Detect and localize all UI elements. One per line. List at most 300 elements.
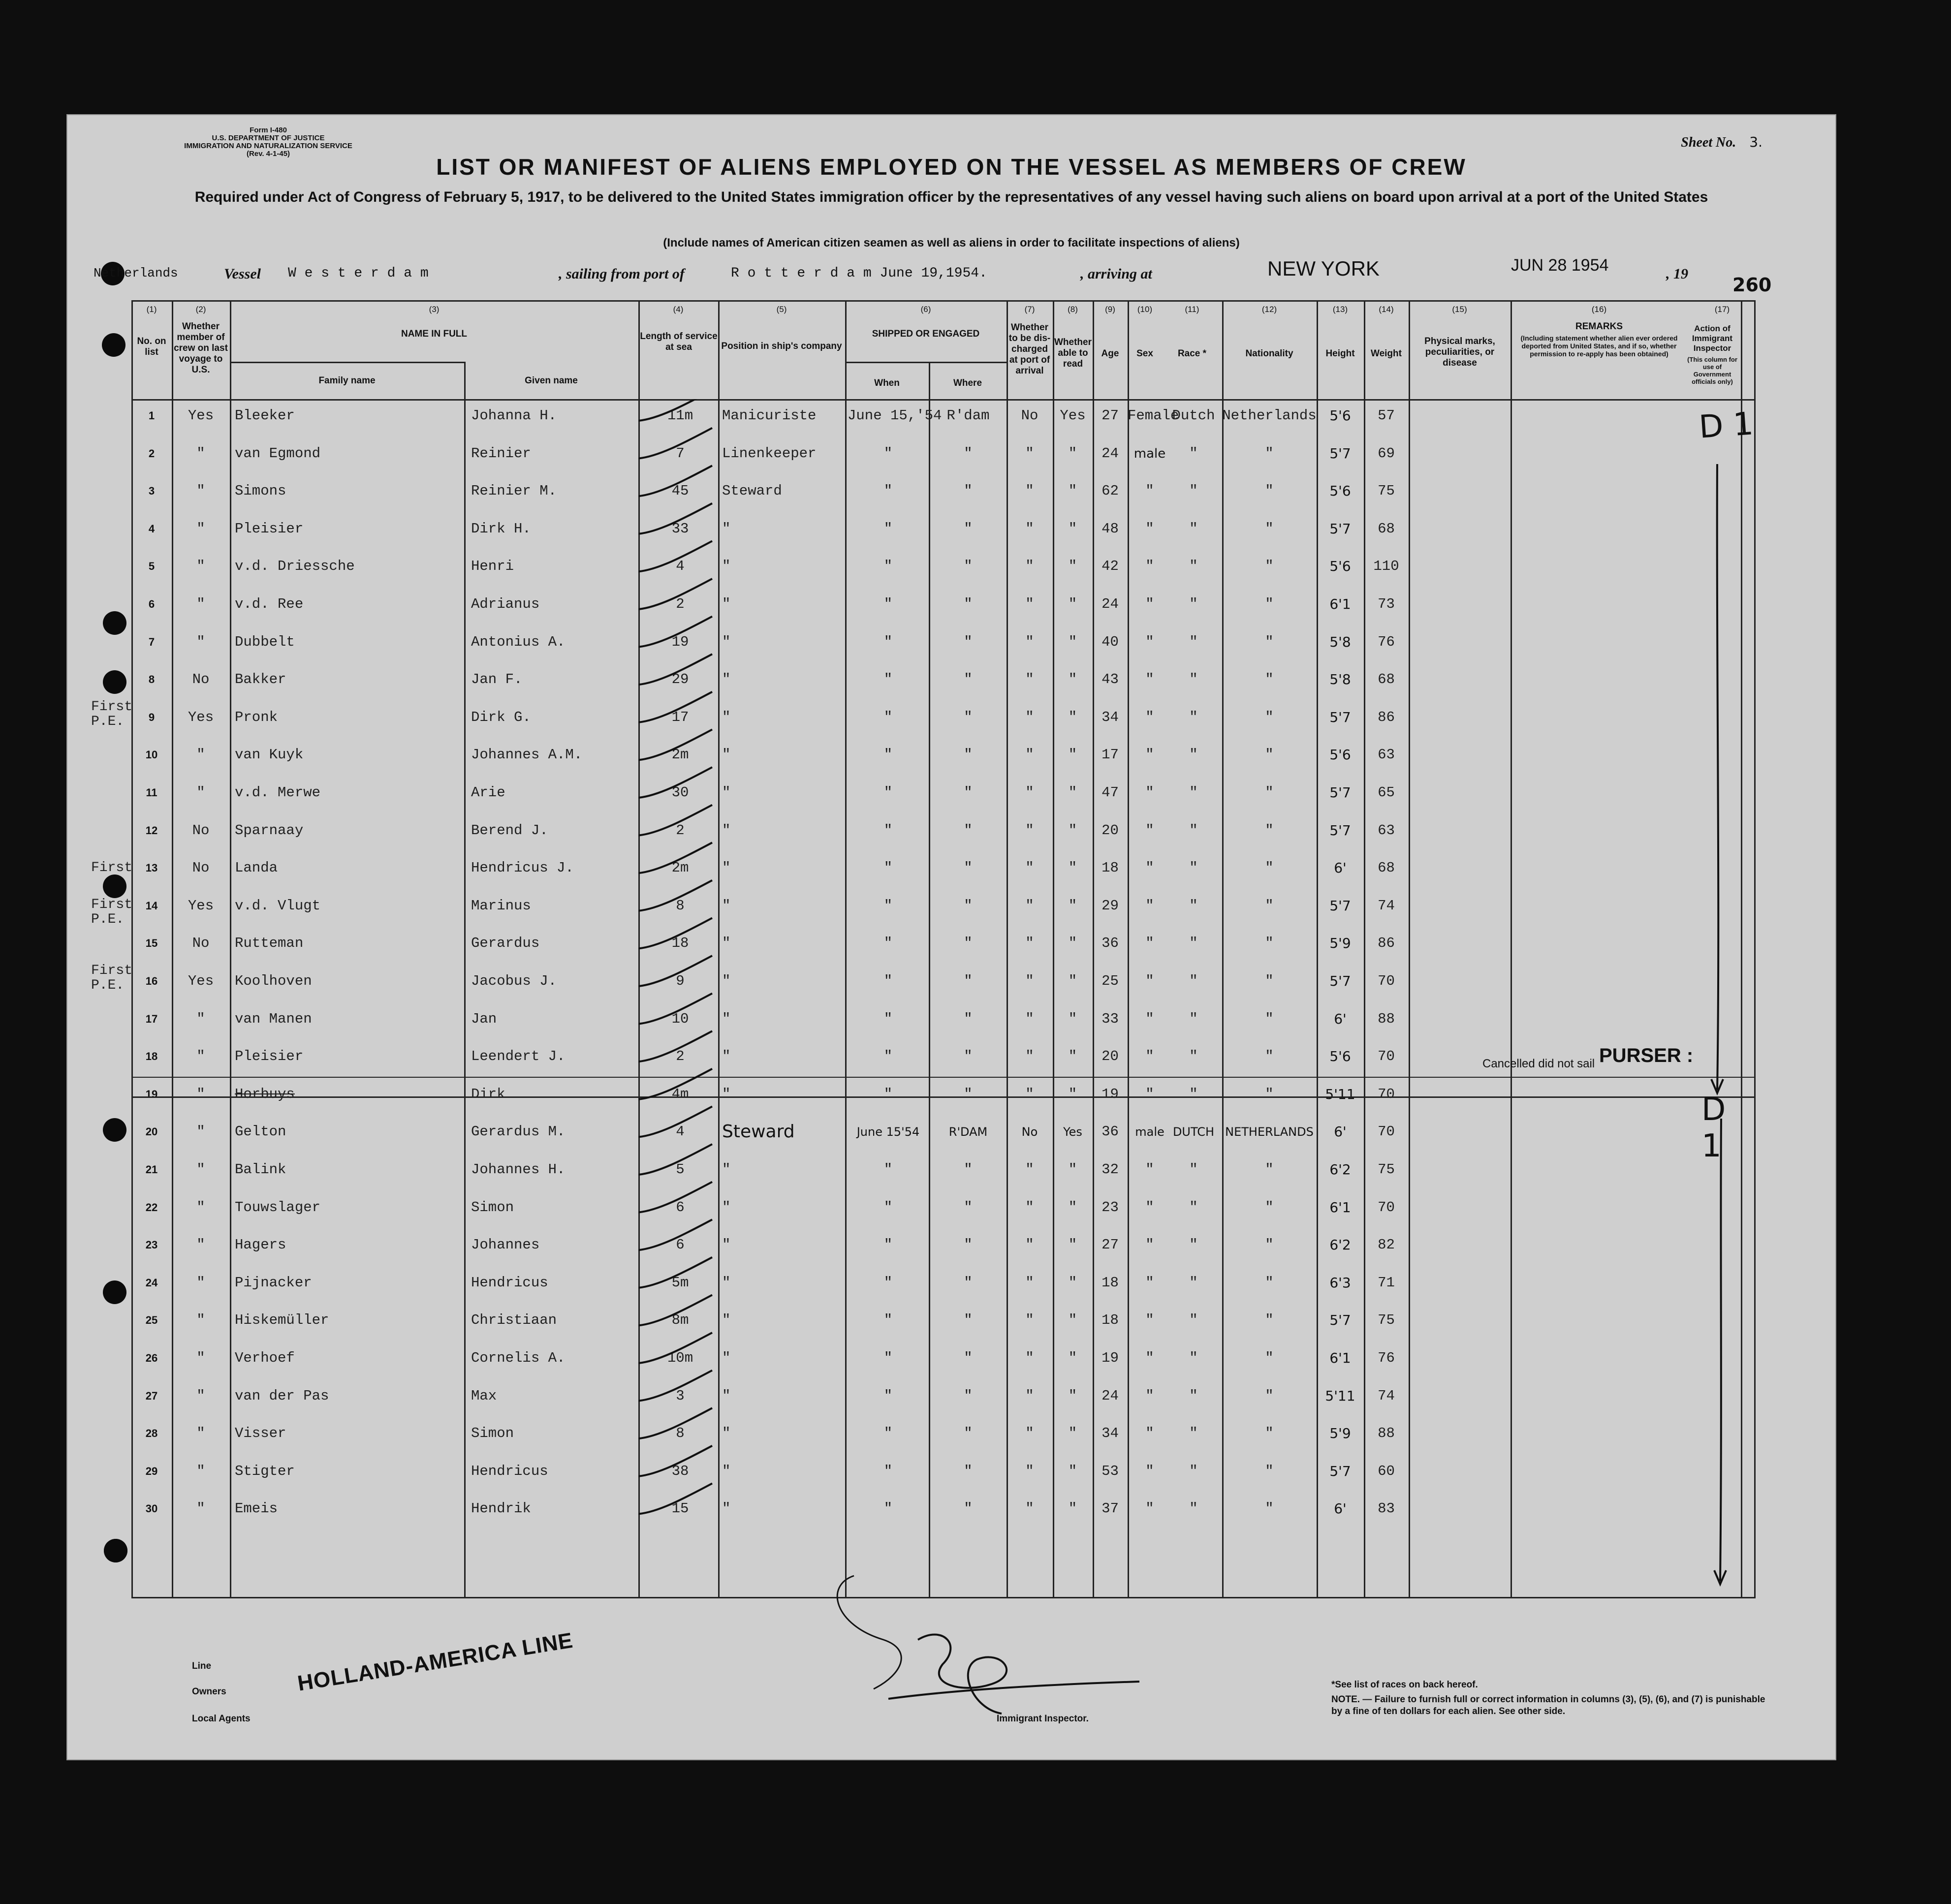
weight: 76 [1378, 633, 1395, 650]
to-be-discharged: " [1025, 747, 1034, 763]
engaged-where: " [964, 1312, 973, 1329]
engaged-where: " [964, 1425, 973, 1442]
race: " [1189, 1161, 1198, 1178]
weight: 86 [1378, 935, 1395, 952]
to-be-discharged: " [1025, 445, 1034, 462]
crew-last-voyage: " [196, 1425, 205, 1442]
service-check-mark [638, 1295, 712, 1325]
nationality: " [1265, 596, 1274, 612]
punch-hole [103, 1118, 126, 1142]
row-number: 25 [145, 1314, 158, 1327]
given-name: Christiaan [471, 1312, 557, 1329]
margin-note-row15: First P.E. [91, 963, 133, 993]
nationality: " [1265, 822, 1274, 839]
able-to-read: " [1068, 973, 1077, 989]
sex: " [1145, 483, 1154, 499]
given-name: Dirk G. [471, 709, 531, 725]
able-to-read: " [1068, 1199, 1077, 1216]
given-name: Dirk H. [471, 520, 531, 537]
engaged-when: " [883, 1048, 893, 1065]
service-length: 7 [676, 445, 685, 462]
engaged-where: R'DAM [948, 1125, 988, 1139]
family-name: Rutteman [235, 935, 304, 952]
family-name: Touwslager [235, 1199, 321, 1216]
height: 5'7 [1329, 709, 1351, 725]
sex: " [1145, 633, 1154, 650]
age: 23 [1101, 1199, 1119, 1216]
inspector-mark-d1-mid: D 1 [1701, 1092, 1726, 1164]
height: 5'7 [1329, 1463, 1351, 1479]
nationality: " [1265, 784, 1274, 801]
table-row [131, 849, 1756, 887]
to-be-discharged: " [1025, 483, 1034, 499]
punch-hole [103, 611, 126, 635]
nationality: " [1265, 671, 1274, 688]
weight: 110 [1373, 558, 1399, 575]
service-length: 2 [676, 596, 685, 612]
inspector-arrows [1706, 464, 1736, 1596]
row-number: 6 [148, 598, 155, 610]
able-to-read: " [1068, 1086, 1077, 1102]
engaged-where: " [964, 1274, 973, 1291]
nationality: " [1265, 1312, 1274, 1329]
row-number: 11 [146, 786, 157, 799]
sheet-number-value: 3. [1749, 134, 1762, 150]
age: 36 [1101, 1124, 1119, 1140]
table-row [131, 1264, 1756, 1302]
to-be-discharged: " [1025, 1425, 1034, 1442]
service-length: 4 [676, 558, 685, 575]
height: 6'2 [1329, 1237, 1351, 1253]
position: " [722, 1237, 731, 1253]
col12-header: Nationality [1245, 348, 1293, 359]
position: Manicuriste [722, 407, 817, 424]
engaged-where: " [964, 520, 973, 537]
sex: " [1145, 897, 1154, 914]
service-length: 6 [676, 1237, 685, 1253]
position: " [722, 1312, 731, 1329]
race: " [1189, 1274, 1198, 1291]
crew-last-voyage: " [196, 1237, 205, 1253]
row-number: 17 [145, 1012, 158, 1025]
col14-header: Weight [1371, 348, 1402, 359]
col4-header: Length of service at sea [640, 331, 718, 352]
row-number: 22 [145, 1201, 158, 1214]
row-number: 16 [145, 975, 158, 987]
to-be-discharged: No [1021, 1125, 1038, 1139]
sex: " [1145, 1161, 1154, 1178]
to-be-discharged: " [1025, 860, 1034, 876]
height: 6'1 [1329, 1350, 1351, 1366]
col14-number: (14) [1379, 305, 1394, 314]
row-number: 26 [145, 1352, 158, 1364]
service-check-mark [638, 692, 712, 722]
col9-number: (9) [1105, 305, 1115, 314]
age: 18 [1101, 860, 1119, 876]
service-length: 17 [671, 709, 689, 725]
height: 6' [1334, 1500, 1347, 1517]
height: 5'7 [1329, 445, 1351, 462]
to-be-discharged: " [1025, 1312, 1034, 1329]
given-name: Leendert J. [471, 1048, 566, 1065]
able-to-read: " [1068, 747, 1077, 763]
weight: 74 [1378, 1387, 1395, 1404]
col5-number: (5) [776, 305, 787, 314]
table-row [131, 963, 1756, 1000]
engaged-where: " [964, 822, 973, 839]
race: DUTCH [1172, 1125, 1215, 1139]
given-name: Gerardus M. [471, 1124, 566, 1140]
service-check-mark [638, 1144, 712, 1175]
family-name: v.d. Driessche [235, 558, 355, 575]
nationality: " [1265, 935, 1274, 952]
col2-number: (2) [195, 305, 206, 314]
sex: " [1145, 822, 1154, 839]
service-length: 29 [671, 671, 689, 688]
sex: " [1145, 1048, 1154, 1065]
service-check-mark [638, 1333, 712, 1363]
engaged-when: " [883, 747, 893, 763]
col17-subheader: (This column for use of Government officials only) [1687, 356, 1737, 385]
engaged-when: " [883, 520, 893, 537]
race: " [1189, 1463, 1198, 1479]
race: " [1189, 1500, 1198, 1517]
engaged-where: " [964, 596, 973, 612]
col3-header: NAME IN FULL [401, 329, 468, 339]
table-row [131, 887, 1756, 925]
race: " [1189, 784, 1198, 801]
service-check-mark [638, 1371, 712, 1401]
col11-number: (11) [1185, 305, 1199, 314]
family-name: v.d. Merwe [235, 784, 321, 801]
family-name: Sparnaay [235, 822, 304, 839]
service-check-mark [638, 1408, 712, 1438]
family-name: Bleeker [235, 407, 295, 424]
family-name: Emeis [235, 1500, 278, 1517]
table-row [131, 925, 1756, 962]
engaged-where: " [964, 1086, 973, 1102]
height: 6' [1334, 1010, 1347, 1027]
weight: 82 [1378, 1237, 1395, 1253]
height: 5'6 [1329, 558, 1351, 575]
family-name: Pleisier [235, 1048, 304, 1065]
crew-last-voyage: No [192, 935, 210, 952]
arrival-port: NEW YORK [1267, 257, 1380, 280]
position: " [722, 935, 731, 952]
engaged-when: June 15,'54 [848, 407, 942, 424]
engaged-when: " [883, 596, 893, 612]
engaged-where: R'dam [946, 407, 990, 424]
crew-last-voyage: " [196, 520, 205, 537]
row-number: 10 [145, 749, 158, 761]
crew-last-voyage: " [196, 1048, 205, 1065]
nationality: " [1265, 633, 1274, 650]
given-name: Dirk [471, 1086, 505, 1102]
sex: " [1145, 558, 1154, 575]
engaged-when: " [883, 1010, 893, 1027]
height: 5'11 [1325, 1387, 1355, 1404]
arrival-date-stamp: JUN 28 1954 [1511, 256, 1609, 275]
service-check-mark [638, 503, 712, 534]
sex: " [1145, 709, 1154, 725]
position: " [722, 860, 731, 876]
able-to-read: " [1068, 1425, 1077, 1442]
weight: 70 [1378, 1124, 1395, 1140]
engaged-when: " [883, 1463, 893, 1479]
table-row [131, 548, 1756, 585]
height: 5'7 [1329, 822, 1351, 839]
height: 6' [1334, 860, 1347, 876]
able-to-read: " [1068, 445, 1077, 462]
crew-last-voyage: " [196, 1500, 205, 1517]
inspector-signature [815, 1566, 1149, 1728]
engaged-when: " [883, 671, 893, 688]
to-be-discharged: No [1021, 407, 1038, 424]
given-name: Hendricus J. [471, 860, 574, 876]
nationality: " [1265, 445, 1274, 462]
sheet-number [1681, 134, 1762, 151]
engaged-when: " [883, 860, 893, 876]
to-be-discharged: " [1025, 1086, 1034, 1102]
service-check-mark [638, 541, 712, 571]
table-row [131, 1453, 1756, 1490]
weight: 71 [1378, 1274, 1395, 1291]
able-to-read: " [1068, 822, 1077, 839]
row-number: 21 [145, 1163, 158, 1176]
owners-label: Owners [192, 1686, 226, 1697]
race: " [1189, 483, 1198, 499]
col1-header: No. on list [137, 336, 166, 357]
engaged-when: " [883, 784, 893, 801]
given-name: Simon [471, 1425, 514, 1442]
service-length: 2m [671, 747, 689, 763]
table-row [131, 1151, 1756, 1188]
col10-number: (10) [1137, 305, 1153, 314]
nationality: " [1265, 1274, 1274, 1291]
service-length: 19 [671, 633, 689, 650]
position: Steward [722, 483, 782, 499]
arriving-label: , arriving at [1080, 266, 1152, 282]
service-check-mark [638, 654, 712, 685]
service-check-mark [638, 617, 712, 647]
engaged-when: " [883, 1500, 893, 1517]
department-name: U.S. DEPARTMENT OF JUSTICE [212, 134, 325, 142]
weight: 73 [1378, 596, 1395, 612]
punch-hole [104, 1539, 127, 1562]
form-number: Form I-480 [250, 126, 287, 134]
sex: " [1145, 1010, 1154, 1027]
race: " [1189, 747, 1198, 763]
race: " [1189, 445, 1198, 462]
given-name: Antonius A. [471, 633, 566, 650]
family-name: Balink [235, 1161, 286, 1178]
nationality: " [1265, 860, 1274, 876]
sex: " [1145, 1237, 1154, 1253]
able-to-read: " [1068, 671, 1077, 688]
able-to-read: " [1068, 1010, 1077, 1027]
sex: " [1145, 784, 1154, 801]
col12-number: (12) [1261, 305, 1277, 314]
able-to-read: " [1068, 558, 1077, 575]
able-to-read: " [1068, 1387, 1077, 1404]
crew-last-voyage: " [196, 1124, 205, 1140]
family-name: Dubbelt [235, 633, 295, 650]
engaged-where: " [964, 1500, 973, 1517]
sex: " [1145, 1274, 1154, 1291]
row-number: 20 [145, 1125, 158, 1138]
given-name: Hendricus [471, 1463, 548, 1479]
service-check-mark [638, 843, 712, 873]
able-to-read: " [1068, 1237, 1077, 1253]
engaged-when: " [883, 822, 893, 839]
service-check-mark [638, 994, 712, 1024]
sex: " [1145, 935, 1154, 952]
local-agents-label: Local Agents [192, 1714, 251, 1724]
crew-last-voyage: " [196, 1086, 205, 1102]
given-name: Gerardus [471, 935, 540, 952]
weight: 68 [1378, 860, 1395, 876]
crew-last-voyage: " [196, 1312, 205, 1329]
height: 5'6 [1329, 483, 1351, 499]
to-be-discharged: " [1025, 520, 1034, 537]
able-to-read: " [1068, 935, 1077, 952]
weight: 57 [1378, 407, 1395, 424]
crew-last-voyage: " [196, 596, 205, 612]
vessel-flag: Netherlands [94, 266, 178, 281]
nationality: " [1265, 1086, 1274, 1102]
col5-header: Position in ship's company [721, 341, 842, 351]
engaged-where: " [964, 1048, 973, 1065]
age: 47 [1101, 784, 1119, 801]
service-length: 8 [676, 1425, 685, 1442]
able-to-read: " [1068, 1500, 1077, 1517]
position: Steward [722, 1122, 795, 1142]
engaged-where: " [964, 445, 973, 462]
engaged-when: " [883, 1161, 893, 1178]
able-to-read: " [1068, 860, 1077, 876]
race: " [1189, 1010, 1198, 1027]
family-name: Bakker [235, 671, 286, 688]
family-name: Gelton [235, 1124, 286, 1140]
family-name-header: Family name [318, 375, 376, 386]
position: " [722, 784, 731, 801]
position: Linenkeeper [722, 445, 817, 462]
given-name: Arie [471, 784, 505, 801]
manifest-sheet [66, 114, 1836, 1760]
height: 6'3 [1329, 1274, 1351, 1291]
race: " [1189, 1350, 1198, 1366]
family-name: Landa [235, 860, 278, 876]
engaged-when: " [883, 445, 893, 462]
sex: Female [1128, 407, 1179, 424]
able-to-read: " [1068, 709, 1077, 725]
sex: " [1145, 860, 1154, 876]
given-name: Johannes [471, 1237, 540, 1253]
nationality: " [1265, 483, 1274, 499]
table-row [131, 1490, 1756, 1528]
to-be-discharged: " [1025, 671, 1034, 688]
engaged-when: " [883, 1199, 893, 1216]
engaged-when: " [883, 1237, 893, 1253]
race: " [1189, 596, 1198, 612]
weight: 75 [1378, 1161, 1395, 1178]
sex: " [1145, 671, 1154, 688]
row-number: 13 [145, 862, 158, 874]
nationality: " [1265, 709, 1274, 725]
age: 27 [1101, 407, 1119, 424]
race: " [1189, 671, 1198, 688]
crew-last-voyage: " [196, 483, 205, 499]
able-to-read: " [1068, 1463, 1077, 1479]
engaged-where: " [964, 1463, 973, 1479]
nationality: " [1265, 1161, 1274, 1178]
service-check-mark [638, 880, 712, 911]
age: 43 [1101, 671, 1119, 688]
crew-last-voyage: Yes [188, 973, 214, 989]
to-be-discharged: " [1025, 633, 1034, 650]
height: 5'8 [1329, 671, 1351, 688]
row-number: 4 [148, 522, 155, 535]
service-length: 38 [671, 1463, 689, 1479]
service-length: 10m [667, 1350, 693, 1366]
height: 5'8 [1329, 633, 1351, 650]
position: " [722, 1463, 731, 1479]
given-name: Henri [471, 558, 514, 575]
note-label: NOTE. [1331, 1694, 1360, 1705]
engaged-where: " [964, 483, 973, 499]
able-to-read: " [1068, 1312, 1077, 1329]
weight: 70 [1378, 1086, 1395, 1102]
engaged-where: " [964, 784, 973, 801]
punch-hole [103, 874, 126, 898]
age: 40 [1101, 633, 1119, 650]
service-length: 11m [667, 407, 693, 424]
position: " [722, 1500, 731, 1517]
weight: 63 [1378, 822, 1395, 839]
engaged-where: " [964, 747, 973, 763]
col13-header: Height [1325, 348, 1355, 359]
table-row [131, 1226, 1756, 1264]
height: 6' [1334, 1124, 1347, 1140]
service-check-mark [638, 1182, 712, 1213]
engaged-when: " [883, 1387, 893, 1404]
given-name: Johannes A.M. [471, 747, 583, 763]
crew-last-voyage: " [196, 1387, 205, 1404]
nationality: " [1265, 1387, 1274, 1404]
age: 27 [1101, 1237, 1119, 1253]
manifest-table [131, 300, 1756, 1598]
race: Dutch [1172, 407, 1215, 424]
family-name: van Kuyk [235, 747, 304, 763]
weight: 88 [1378, 1010, 1395, 1027]
col17-number: (17) [1714, 305, 1730, 314]
nationality: Netherlands [1222, 407, 1317, 424]
engaged-where: " [964, 709, 973, 725]
table-row [131, 661, 1756, 698]
service-length: 5 [676, 1161, 685, 1178]
table-row [131, 510, 1756, 548]
engaged-where: " [964, 633, 973, 650]
nationality: " [1265, 1048, 1274, 1065]
given-name: Hendrik [471, 1500, 531, 1517]
service-check-mark [638, 805, 712, 836]
able-to-read: Yes [1063, 1125, 1082, 1139]
family-name: Hiskemüller [235, 1312, 329, 1329]
able-to-read: " [1068, 596, 1077, 612]
table-row [131, 1189, 1756, 1226]
age: 24 [1101, 1387, 1119, 1404]
height: 5'7 [1329, 973, 1351, 989]
